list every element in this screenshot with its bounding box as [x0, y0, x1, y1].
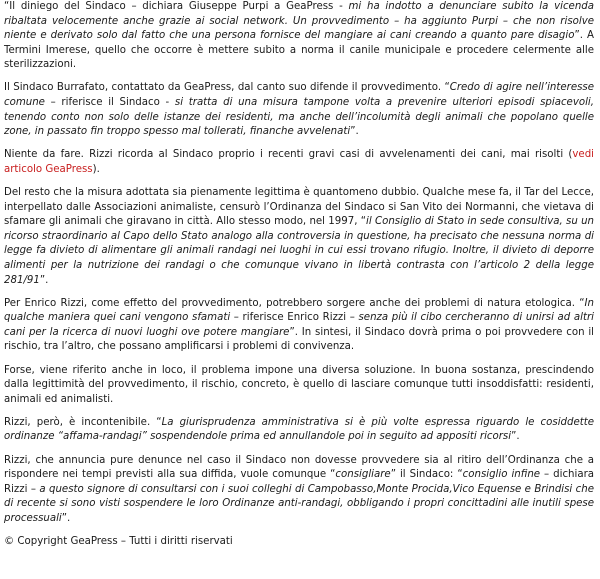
- paragraph-3-text: Niente da fare. Rizzi ricorda al Sindaco proprio i recenti gravi casi di avvelenamenti dei cani, mai risolti (: [4, 149, 573, 161]
- body-text: Rizzi, però, è incontenibile. “: [4, 416, 162, 428]
- link-vedi-articolo[interactable]: vedi articolo GeaPress: [4, 149, 594, 175]
- body-text: Per Enrico Rizzi, come effetto del provvedimento, potrebbero sorgere anche dei problemi di natura etologica. “: [4, 297, 585, 309]
- body-text: ”. A Termini Imerese, quello che occorre è mettere subito a norma il canile municipale e procedere celermente alle sterilizzazioni.: [4, 30, 594, 71]
- quote-text: consiglio infine: [462, 469, 541, 481]
- paragraph-3: [4, 148, 594, 177]
- quote-text: si tratta di una misura tampone volta a prevenire ulteriori episodi spiacevoli, tenendo conto non solo delle istanze dei residenti, ma anche dell’incolumità degli animali che popolano quelle zone, in passato fin troppo spesso mal tollerati, finanche avvelenati: [4, 97, 594, 138]
- copyright-notice: © Copyright GeaPress – Tutti i diritti riservati: [4, 536, 233, 547]
- paragraph-1: [4, 0, 594, 73]
- body-text: ”. In sintesi, il Sindaco dovrà prima o poi provvedere con il rischio, tra l’altro, che possano amplificarsi i problemi di convivenza.: [4, 326, 594, 353]
- quote-text: Credo di agire nell’interesse comune: [4, 82, 594, 109]
- paragraph-7: [4, 416, 594, 445]
- body-text: ”.: [61, 512, 71, 524]
- body-text: Rizzi, che annuncia pure denunce nel caso il Sindaco non dovesse provvedere sia al ritiro dell’Ordinanza che a rispondere nei tempi previsti alla sua diffida, vuole comunque “: [4, 454, 594, 481]
- paragraph-8: [4, 454, 594, 527]
- paragraph-6: Forse, viene riferito anche in loco, il problema impone una diversa soluzione. In buona sostanza, prescindendo dalla legittimità del provvedimento, il rischio, concreto, è quello di lasciare comunque tutti insoddisfatti: residenti, animali ed animalisti.: [4, 364, 594, 405]
- body-text: – riferisce il Sindaco -: [44, 97, 175, 109]
- body-text: Del resto che la misura adottata sia pienamente legittima è quantomeno dubbio. Qualche mese fa, il Tar del Lecce, interpellato dalle Associazioni animaliste, censurò l’Ordinanza del Sindaco si San Vito dei Normanni, che vietava di sfamare gli animali che giravano in città. Allo stesso modo, nel 1997, “: [4, 187, 594, 228]
- body-text: Il Sindaco Burrafato, contattato da GeaPress, dal canto suo difende il provvedimento. “: [4, 82, 450, 94]
- quote-text: mi ha indotto a denunciare subito la vicenda ribaltata velocemente anche grazie ai social network. Un provvedimento – ha aggiunto Purpi – che non risolve niente e derivato solo dal fatto che una persona fornisce del mangiare ai cani creando a quanto pare disagio: [4, 1, 594, 42]
- paragraph-3-end: ).: [92, 163, 100, 175]
- body-text: ”.: [39, 274, 49, 286]
- paragraph-2: [4, 81, 594, 139]
- quote-text: a questo signore di consultarsi con i suoi colleghi di Campobasso,Monte Procida,Vico Equense e Brindisi che di recente si sono visti sospendere le loro Ordinanze anti-randagi, obbligando i propri concittadini alle inutili spese processuali: [4, 483, 594, 524]
- paragraph-4: [4, 186, 594, 288]
- body-text: ”.: [350, 126, 359, 138]
- quote-text: In qualche maniera quei cani vengono sfamati: [4, 297, 594, 324]
- quote-text: La giurisprudenza amministrativa si è più volte espressa riguardo le cosiddette ordinanze “affama-randagi” sospendendole prima ed annullandole poi in seguito ad appositi ricorsi: [4, 416, 594, 443]
- body-text: “Il diniego del Sindaco – dichiara Giuseppe Purpi a GeaPress -: [4, 1, 349, 12]
- body-text: – dichiara Rizzi –: [4, 469, 595, 495]
- quote-text: senza più il cibo cercheranno di unirsi ad altri cani per la ricerca di nuovi luoghi ove potere mangiare: [4, 312, 594, 338]
- quote-text: il Consiglio di Stato in sede consultiva, su un ricorso straordinario al Capo dello Stato analogo alla controversia in questione, ha precisato che nessuna norma di legge fa divieto di alimentare gli animali randagi nei luoghi in cui essi trovano rifugio. Inoltre, il divieto di deporre alimenti per la nutrizione dei randagi o che comunque vivano in libertà contrasta con l’articolo 2 della legge 281/91: [4, 216, 594, 286]
- body-text: ”.: [511, 431, 520, 443]
- body-text: ” il Sindaco: “: [390, 469, 463, 481]
- body-text: – riferisce Enrico Rizzi –: [230, 312, 359, 324]
- paragraph-5: [4, 297, 594, 355]
- quote-text: consigliare: [335, 469, 391, 481]
